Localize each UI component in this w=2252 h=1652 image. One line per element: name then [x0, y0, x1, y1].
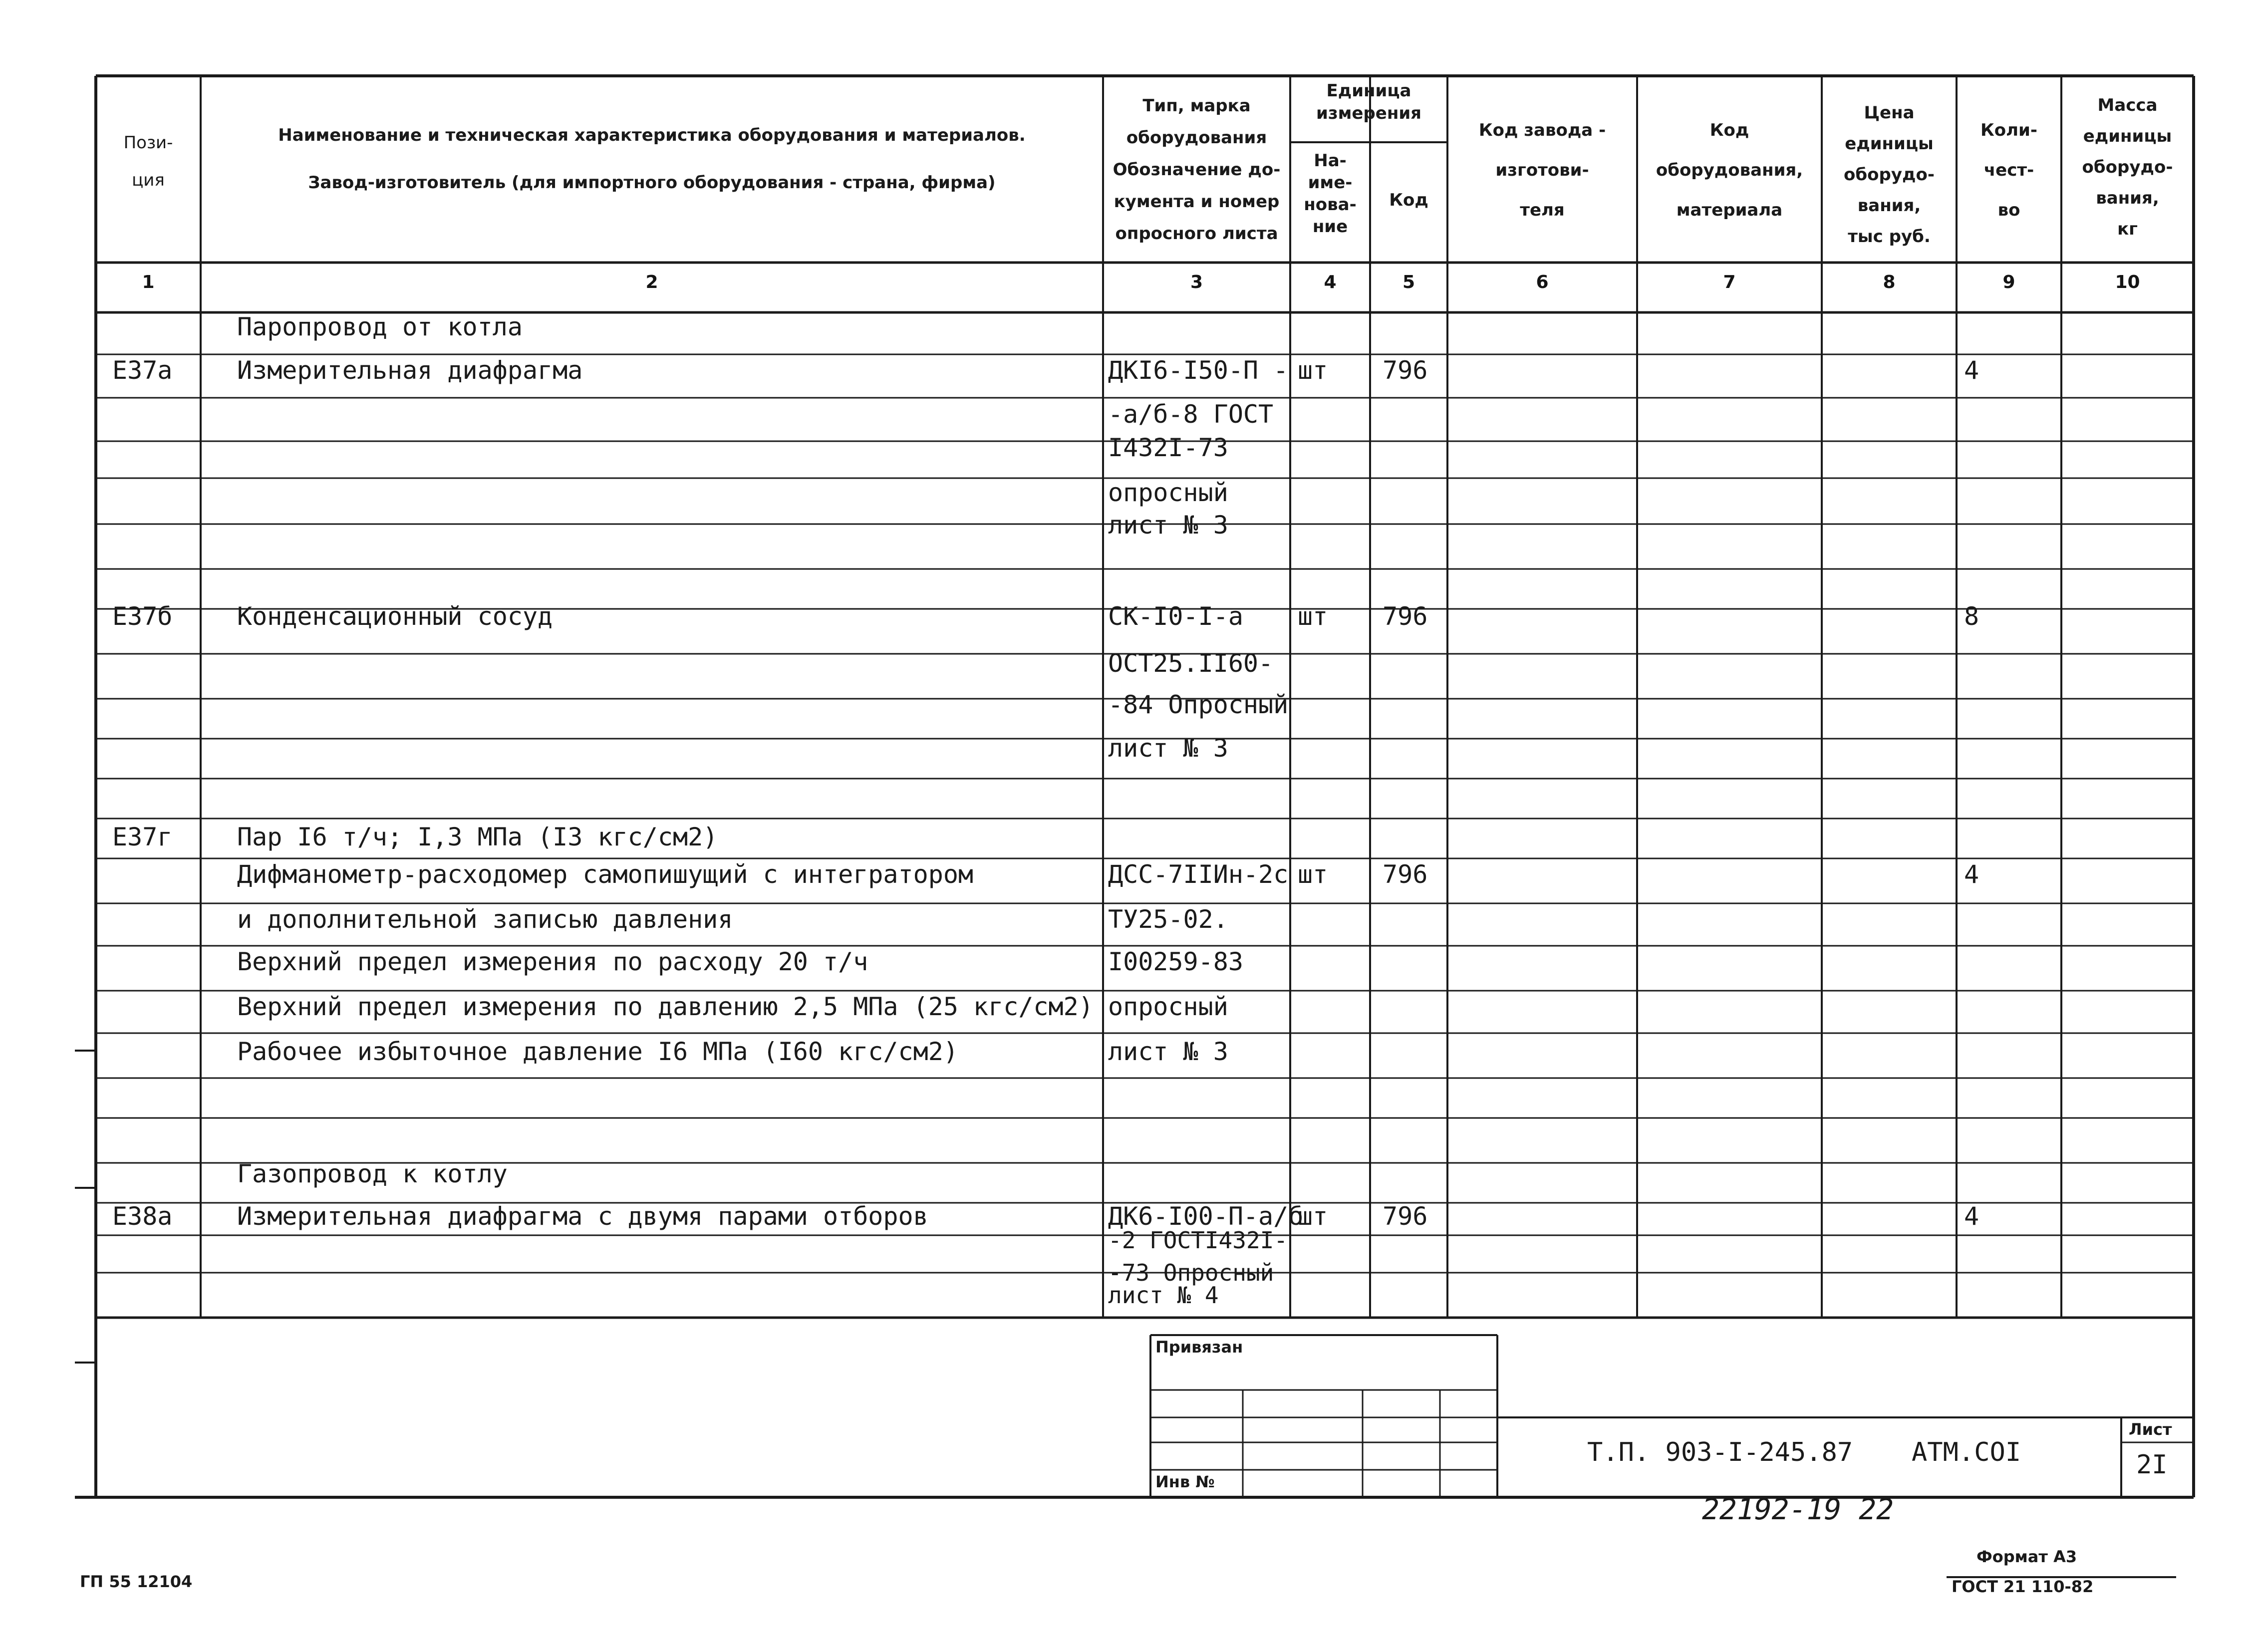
sheet-number: 2I [2136, 1450, 2168, 1480]
header-unit-name-line: ние [1312, 217, 1348, 237]
row-name: Пар I6 т/ч; I,3 МПа (I3 кгс/см2) [237, 823, 718, 851]
header-type-line: оборудования [1126, 128, 1267, 148]
header-equipment-code-line: оборудования, [1656, 160, 1803, 180]
header-name-line1: Наименование и техническая характеристика оборудования и материалов. [278, 125, 1026, 145]
row-type: ДК6-I00-П-а/б [1108, 1202, 1304, 1231]
row-unit: шт [1298, 860, 1328, 889]
header-unit-name-line: На- [1314, 151, 1347, 171]
row-type: I00259-83 [1108, 947, 1243, 976]
column-number: 8 [1883, 272, 1896, 292]
header-price-line: Цена [1864, 103, 1915, 123]
row-unit: шт [1298, 1202, 1328, 1231]
header-qty-line: Коли- [1980, 120, 2037, 140]
column-number: 7 [1723, 272, 1736, 292]
row-name: Верхний предел измерения по расходу 20 т/ч [237, 947, 868, 976]
header-code: Код [1389, 190, 1428, 210]
header-equipment-code-line: материала [1676, 200, 1783, 220]
row-type: -а/б-8 ГОСТ [1108, 400, 1274, 429]
row-unit: шт [1298, 602, 1328, 631]
column-number: 1 [142, 272, 155, 292]
row-position: Е38а [112, 1202, 173, 1231]
header-price-line: вания, [1857, 196, 1921, 216]
row-name: Конденсационный сосуд [237, 602, 553, 631]
row-code: 796 [1383, 356, 1428, 385]
row-name: Газопровод к котлу [237, 1159, 508, 1188]
row-type: ТУ25-02. [1108, 905, 1228, 934]
row-type: -84 Опросный [1108, 690, 1289, 719]
row-type: -2 ГОСТI432I- [1108, 1227, 1288, 1254]
row-type: ОСТ25.II60- [1108, 649, 1274, 678]
header-mass-line: оборудо- [2082, 157, 2173, 177]
header-unit-group-line2: измерения [1316, 103, 1421, 123]
header-mass-line: кг [2117, 219, 2138, 239]
header-qty-line: чест- [1983, 160, 2034, 180]
header-type-line: опросного листа [1115, 224, 1278, 244]
title-designation: Т.П. 903-I-245.87 [1587, 1437, 1853, 1467]
row-position: Е37а [112, 356, 173, 385]
format-label: Формат А3 [1976, 1547, 2077, 1566]
row-code: 796 [1383, 860, 1428, 889]
row-type: лист № 3 [1108, 511, 1228, 540]
row-quantity: 4 [1964, 1202, 1979, 1231]
row-code: 796 [1383, 1202, 1428, 1231]
column-number: 4 [1324, 272, 1337, 292]
header-maker-code-line: Код завода - [1478, 120, 1606, 140]
row-name: и дополнительной записью давления [237, 905, 733, 934]
row-unit: шт [1298, 356, 1328, 385]
header-equipment-code-line: Код [1709, 120, 1749, 140]
header-mass-line: единицы [2083, 126, 2172, 146]
row-type: опросный [1108, 478, 1228, 507]
column-number: 5 [1402, 272, 1415, 292]
row-quantity: 4 [1964, 356, 1979, 385]
header-qty-line: во [1997, 200, 2020, 220]
row-name: Рабочее избыточное давление I6 МПа (I60 кгс/см2) [237, 1037, 958, 1066]
left-mark: ГП 55 12104 [80, 1572, 193, 1591]
column-number: 9 [2002, 272, 2015, 292]
column-number: 6 [1536, 272, 1549, 292]
handwritten-number: 22192-19 22 [1702, 1492, 1894, 1526]
row-name: Измерительная диафрагма с двумя парами отборов [237, 1202, 928, 1231]
stamp-privyazan: Привязан [1155, 1338, 1243, 1357]
header-mass-line: Масса [2097, 95, 2158, 115]
row-type: СК-I0-I-а [1108, 602, 1243, 631]
header-type-line: кумента и номер [1114, 192, 1280, 212]
row-quantity: 8 [1964, 602, 1979, 631]
row-name: Верхний предел измерения по давлению 2,5 МПа (25 кгс/см2) [237, 992, 1094, 1021]
header-unit-name-line: нова- [1304, 195, 1357, 215]
row-quantity: 4 [1964, 860, 1979, 889]
header-unit-group-line1: Единица [1326, 81, 1411, 101]
header-type-line: Тип, марка [1142, 96, 1251, 116]
row-code: 796 [1383, 602, 1428, 631]
header-mass-line: вания, [2096, 188, 2159, 208]
row-position: Е37г [112, 823, 173, 851]
header-price-line: оборудо- [1844, 165, 1935, 185]
row-type: лист № 3 [1108, 1037, 1228, 1066]
header-maker-code-line: изготови- [1495, 160, 1589, 180]
row-name: Паропровод от котла [237, 312, 523, 341]
column-number: 10 [2115, 272, 2140, 292]
header-name-line2: Завод-изготовитель (для импортного оборудования - страна, фирма) [308, 173, 996, 193]
row-position: Е37б [112, 602, 173, 631]
row-type: лист № 4 [1108, 1282, 1219, 1309]
row-type: -73 Опросный [1108, 1259, 1274, 1286]
column-number: 3 [1190, 272, 1203, 292]
header-price-line: тыс руб. [1848, 227, 1931, 247]
sheet-label: Лист [2129, 1420, 2172, 1439]
header-price-line: единицы [1845, 134, 1934, 154]
row-type: лист № 3 [1108, 734, 1228, 763]
column-number: 2 [645, 272, 658, 292]
gost-label: ГОСТ 21 110-82 [1952, 1577, 2094, 1596]
header-pos-line1: Пози- [123, 133, 173, 153]
row-name: Измерительная диафрагма [237, 356, 583, 385]
row-type: опросный [1108, 992, 1228, 1021]
row-type: ДКI6-I50-П - [1108, 356, 1289, 385]
header-type-line: Обозначение до- [1113, 160, 1281, 180]
title-code: АТМ.COI [1912, 1437, 2021, 1467]
row-type: I432I-73 [1108, 433, 1228, 462]
row-type: ДСС-7IIИн-2с [1108, 860, 1289, 889]
stamp-inv: Инв № [1155, 1472, 1215, 1491]
row-name: Дифманометр-расходомер самопишущий с интегратором [237, 860, 974, 889]
header-unit-name-line: име- [1308, 173, 1353, 193]
header-pos-line2: ция [132, 170, 165, 190]
header-maker-code-line: теля [1520, 200, 1565, 220]
